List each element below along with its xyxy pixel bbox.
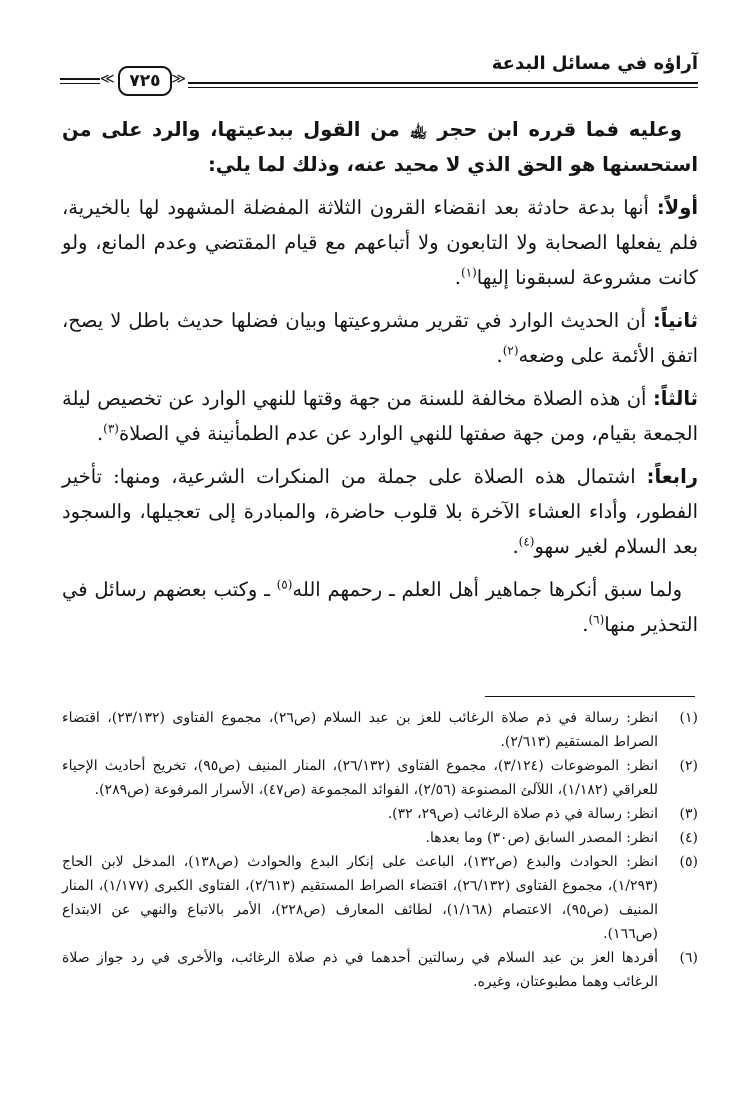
- text-fifth-b: ـ وكتب بعضهم رسائل في التحذير منها: [62, 578, 698, 636]
- paragraph-first: أولاً: أنها بدعة حادثة بعد انقضاء القرون الثلاثة المفضلة المشهود لها بالخيرية، فلم يفعلها الصحابة ولا التابعون ولا أتباعهم مع قيام المقتضي وعدم المانع، ولو كانت مشروعة لسبقونا إليها$^{(١)}$.: [62, 196, 698, 289]
- footnote-ref-3[interactable]: (٣): [103, 421, 119, 436]
- ornament-right-icon: ≫: [171, 71, 186, 87]
- ornament-left-icon: ≪: [100, 71, 115, 87]
- footnote-5: [62, 850, 698, 946]
- intro-paragraph: وعليه فما قرره ابن حجر ﵀ من القول ببدعيتها، والرد على من استحسنها هو الحق الذي لا محيد عنه، وذلك لما يلي:: [62, 118, 698, 176]
- text-first: أنها بدعة حادثة بعد انقضاء القرون الثلاثة المفضلة المشهود لها بالخيرية، فلم يفعلها الصحابة ولا التابعون ولا أتباعهم مع قيام المقتضي وعدم المانع، ولو كانت مشروعة لسبقونا إليها: [62, 196, 698, 289]
- footnote-ref-1[interactable]: (١): [460, 265, 477, 280]
- label-third: ثالثاً:: [652, 387, 698, 410]
- text-third: أن هذه الصلاة مخالفة للسنة من جهة وقتها للنهي الوارد عن تخصيص ليلة الجمعة بقيام، ومن جهة صفتها للنهي الوارد عن عدم الطمأنينة في الصلاة: [62, 387, 698, 445]
- footnote-text: انظر: رسالة في ذم صلاة الرغائب (ص٢٩، ٣٢).: [387, 806, 658, 822]
- footnote-text: انظر: الحوادث والبدع (ص١٣٢)، الباعث على إنكار البدع والحوادث (ص١٣٨)، المدخل لابن الحاج (١/٢٩٣)، مجموع الفتاوى (٢٦/١٣٢)، اقتضاء الصراط المستقيم (٢/٦١٣)، الفتاوى الكبرى (١/١٧٧)، المنار المنيف (ص٩٥)، الاعتصام (١/١٦٨)، لطائف المعارف (ص٢٢٨)، الأمر بالاتباع والنهي عن الابتداع (ص١٦٦).: [62, 854, 659, 942]
- text-fourth: اشتمال هذه الصلاة على جملة من المنكرات الشرعية، ومنها: تأخير الفطور، وأداء العشاء الآخرة بلا قلوب حاضرة، والمبادرة إلى تعجيلها، والسجود بعد السلام لغير سهو: [62, 465, 698, 558]
- footnote-ref-4[interactable]: (٤): [518, 534, 535, 549]
- footnote-text: أفردها العز بن عبد السلام في رسالتين أحدهما في ذم صلاة الرغائب، والأخرى في رد جواز صلاة الرغائب وهما مطبوعتان، وغيره.: [62, 950, 658, 990]
- paragraph-fourth: رابعاً: اشتمال هذه الصلاة على جملة من المنكرات الشرعية، ومنها: تأخير الفطور، وأداء العشاء الآخرة بلا قلوب حاضرة، والمبادرة إلى تعجيلها، والسجود بعد السلام لغير سهو$^{(٤)}$.: [62, 465, 698, 558]
- footnote-text: انظر: المصدر السابق (ص٣٠) وما بعدها.: [425, 830, 658, 846]
- footnote-6: [62, 946, 698, 994]
- header-rule-left-stub: [60, 78, 100, 84]
- footnote-1: [62, 706, 698, 754]
- footnote-number: (٢): [679, 758, 698, 774]
- page-number: ٧٢٥: [118, 66, 172, 96]
- footnote-number: (٤): [679, 830, 698, 846]
- page-header: [60, 52, 698, 96]
- footnote-text: انظر: الموضوعات (٣/١٢٤)، مجموع الفتاوى (٢٦/١٣٢)، المنار المنيف (ص٩٥)، تخريج أحاديث الإحياء للعراقي (١/١٨٢)، اللآلئ المصنوعة (٢/٥٦)، الفوائد المجموعة (ص٤٧)، الأسرار المرفوعة (ص٢٨٩).: [62, 758, 658, 798]
- footnote-ref-6[interactable]: (٦): [588, 612, 605, 627]
- footnote-number: (٥): [679, 854, 698, 870]
- footnote-2: [62, 754, 698, 802]
- footnote-separator: [485, 696, 695, 697]
- paragraph-second: ثانياً: أن الحديث الوارد في تقرير مشروعيتها وبيان فضلها حديث باطل لا يصح، اتفق الأئمة على وضعه$^{(٢)}$.: [62, 309, 698, 367]
- footnote-3: [62, 802, 698, 826]
- page-number-box: [100, 66, 186, 94]
- text-fifth-a: ولما سبق أنكرها جماهير أهل العلم ـ رحمهم الله: [292, 578, 682, 601]
- text-second: أن الحديث الوارد في تقرير مشروعيتها وبيان فضلها حديث باطل لا يصح، اتفق الأئمة على وضعه: [62, 309, 698, 367]
- paragraph-third: ثالثاً: أن هذه الصلاة مخالفة للسنة من جهة وقتها للنهي الوارد عن تخصيص ليلة الجمعة بقيام، ومن جهة صفتها للنهي الوارد عن عدم الطمأنينة في الصلاة$^{(٣)}$.: [62, 387, 698, 445]
- footnote-text: انظر: رسالة في ذم صلاة الرغائب للعز بن عبد السلام (ص٢٦)، مجموع الفتاوى (٢٣/١٣٢)، اقتضاء الصراط المستقيم (٢/٦١٣).: [62, 710, 658, 750]
- running-title: آراؤه في مسائل البدعة: [491, 53, 698, 74]
- footnote-4: [62, 826, 698, 850]
- label-first: أولاً:: [656, 196, 698, 219]
- footnote-ref-5[interactable]: (٥): [276, 577, 293, 592]
- footnote-number: (١): [679, 710, 698, 726]
- header-rule: [188, 82, 698, 88]
- footnotes: [62, 706, 698, 994]
- main-text: [62, 112, 698, 650]
- label-fourth: رابعاً:: [646, 465, 698, 488]
- footnote-ref-2[interactable]: (٢): [502, 343, 519, 358]
- label-second: ثانياً:: [652, 309, 698, 332]
- paragraph-fifth: ولما سبق أنكرها جماهير أهل العلم ـ رحمهم الله$^{(٥)}$ ـ وكتب بعضهم رسائل في التحذير منها$^{(٦)}$.: [62, 577, 698, 636]
- footnote-number: (٦): [679, 950, 698, 966]
- footnote-number: (٣): [679, 806, 698, 822]
